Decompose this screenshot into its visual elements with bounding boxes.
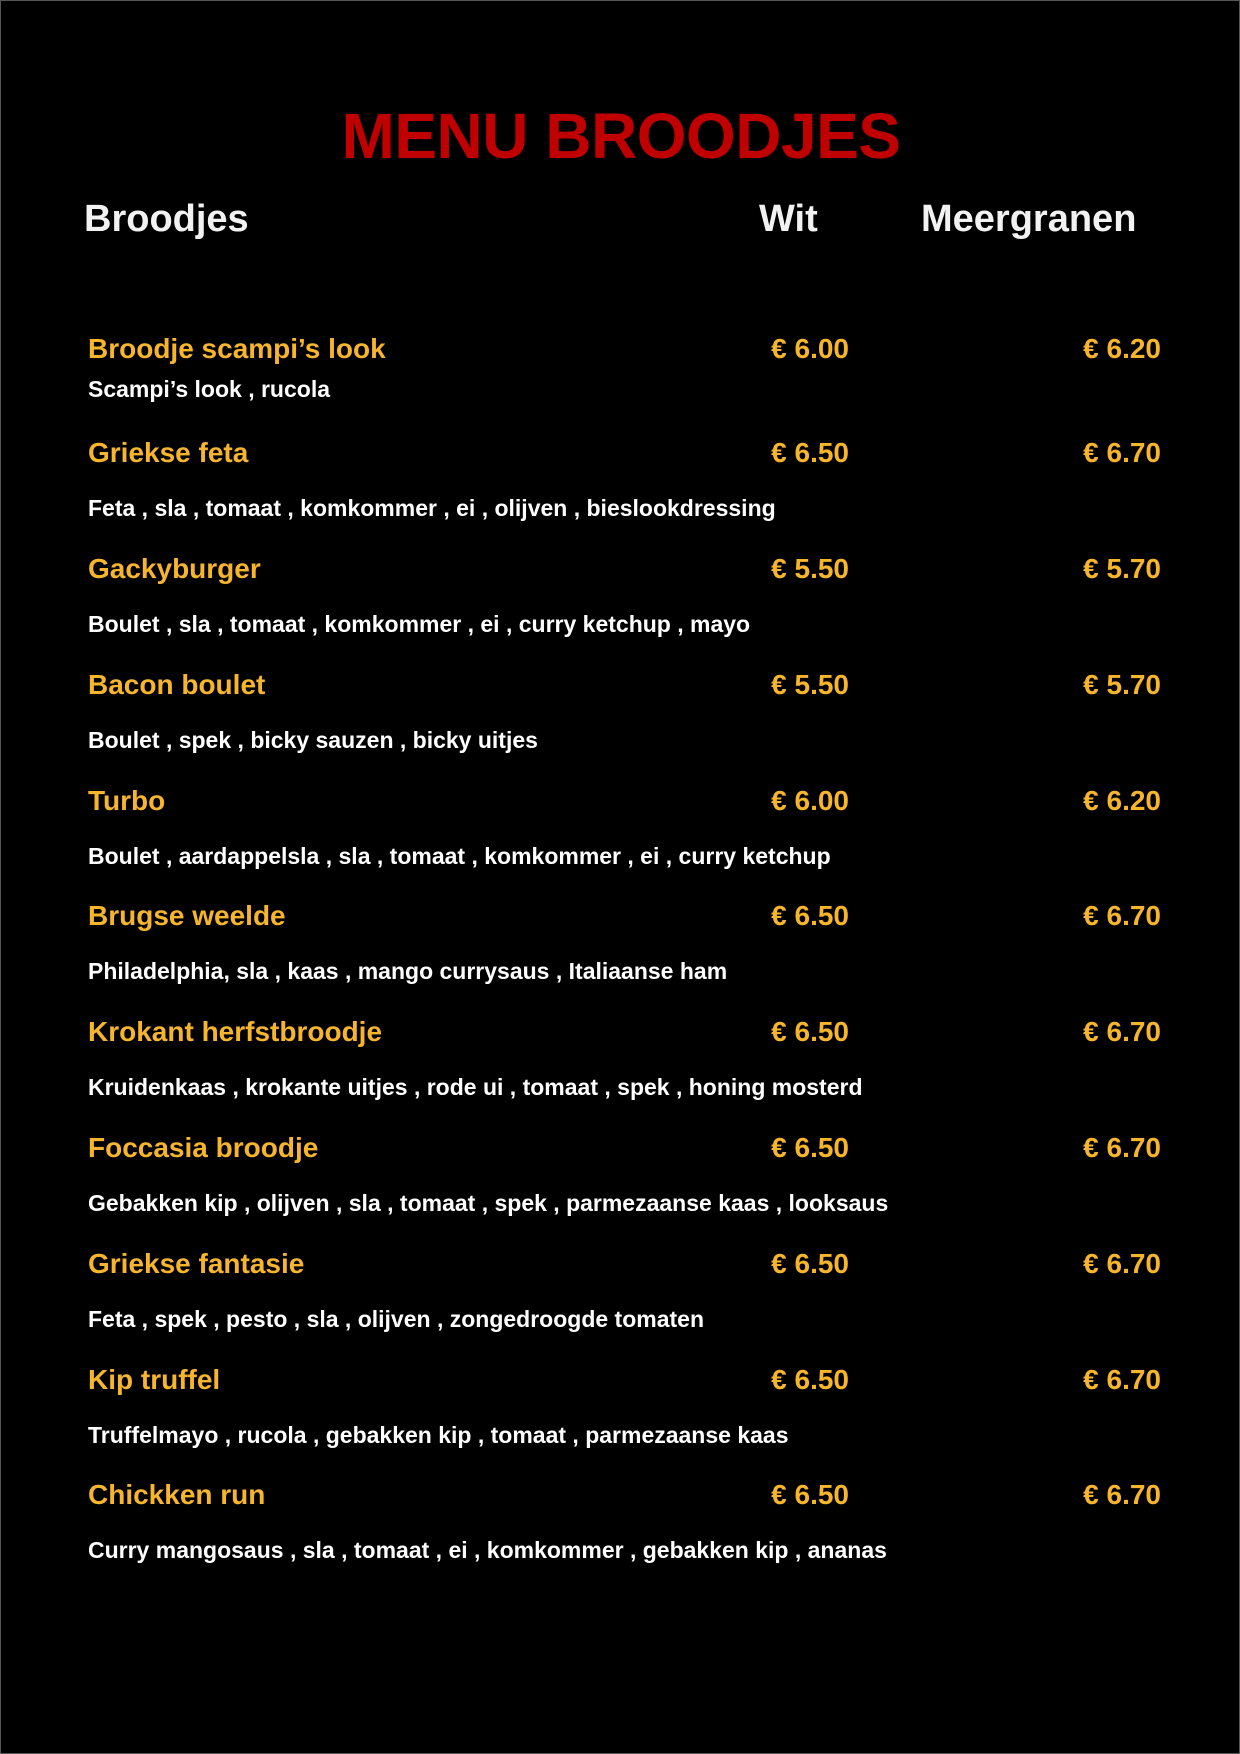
price-wit: € 6.50 (771, 1132, 849, 1163)
price-wit: € 5.50 (771, 553, 849, 584)
menu-item (1, 1131, 1240, 1247)
menu-item (1, 1015, 1240, 1131)
menu-title: MENU BROODJES (341, 100, 901, 172)
menu-item (1, 1478, 1240, 1594)
item-description: Boulet , aardappelsla , sla , tomaat , komkommer , ei , curry ketchup (88, 843, 831, 869)
item-name: Broodje scampi’s look (88, 333, 386, 364)
price-meergranen: € 6.70 (1083, 1479, 1161, 1510)
item-description: Kruidenkaas , krokante uitjes , rode ui , tomaat , spek , honing mosterd (88, 1074, 863, 1100)
item-description: Feta , sla , tomaat , komkommer , ei , olijven , bieslookdressing (88, 495, 776, 521)
price-meergranen: € 5.70 (1083, 669, 1161, 700)
price-wit: € 6.50 (771, 437, 849, 468)
price-meergranen: € 5.70 (1083, 553, 1161, 584)
item-name: Brugse weelde (88, 900, 286, 931)
item-name: Griekse feta (88, 437, 249, 468)
menu-item (1, 899, 1240, 1015)
price-meergranen: € 6.70 (1083, 1364, 1161, 1395)
menu-item (1, 784, 1240, 900)
item-name: Bacon boulet (88, 669, 266, 700)
price-meergranen: € 6.70 (1083, 1016, 1161, 1047)
item-description: Gebakken kip , olijven , sla , tomaat , spek , parmezaanse kaas , looksaus (88, 1190, 889, 1216)
price-meergranen: € 6.70 (1083, 900, 1161, 931)
price-wit: € 6.50 (771, 1016, 849, 1047)
price-meergranen: € 6.70 (1083, 1132, 1161, 1163)
item-name: Turbo (88, 785, 166, 816)
item-name: Griekse fantasie (88, 1248, 305, 1279)
price-wit: € 6.00 (771, 333, 849, 364)
item-name: Krokant herfstbroodje (88, 1016, 383, 1047)
menu-item (1, 332, 1240, 448)
item-name: Foccasia broodje (88, 1132, 319, 1163)
price-wit: € 6.50 (771, 1364, 849, 1395)
item-description: Philadelphia, sla , kaas , mango currysaus , Italiaanse ham (88, 958, 728, 984)
price-meergranen: € 6.20 (1083, 333, 1161, 364)
menu-item (1, 436, 1240, 552)
menu-item (1, 552, 1240, 668)
column-header-meergranen: Meergranen (921, 198, 1137, 240)
price-wit: € 5.50 (771, 669, 849, 700)
menu-item (1, 1247, 1240, 1363)
price-wit: € 6.50 (771, 1479, 849, 1510)
menu-item (1, 668, 1240, 784)
item-name: Chickken run (88, 1479, 266, 1510)
menu-item (1, 1363, 1240, 1479)
column-header-wit: Wit (759, 198, 818, 240)
price-wit: € 6.50 (771, 1248, 849, 1279)
price-meergranen: € 6.70 (1083, 437, 1161, 468)
item-name: Kip truffel (88, 1364, 221, 1395)
price-wit: € 6.00 (771, 785, 849, 816)
item-description: Scampi’s look , rucola (88, 376, 331, 402)
item-description: Curry mangosaus , sla , tomaat , ei , komkommer , gebakken kip , ananas (88, 1537, 887, 1563)
item-description: Truffelmayo , rucola , gebakken kip , tomaat , parmezaanse kaas (88, 1422, 789, 1448)
price-meergranen: € 6.20 (1083, 785, 1161, 816)
price-wit: € 6.50 (771, 900, 849, 931)
item-name: Gackyburger (88, 553, 261, 584)
item-description: Boulet , spek , bicky sauzen , bicky uitjes (88, 727, 538, 753)
column-header-broodjes: Broodjes (84, 198, 249, 240)
price-meergranen: € 6.70 (1083, 1248, 1161, 1279)
item-description: Feta , spek , pesto , sla , olijven , zongedroogde tomaten (88, 1306, 705, 1332)
item-description: Boulet , sla , tomaat , komkommer , ei , curry ketchup , mayo (88, 611, 751, 637)
